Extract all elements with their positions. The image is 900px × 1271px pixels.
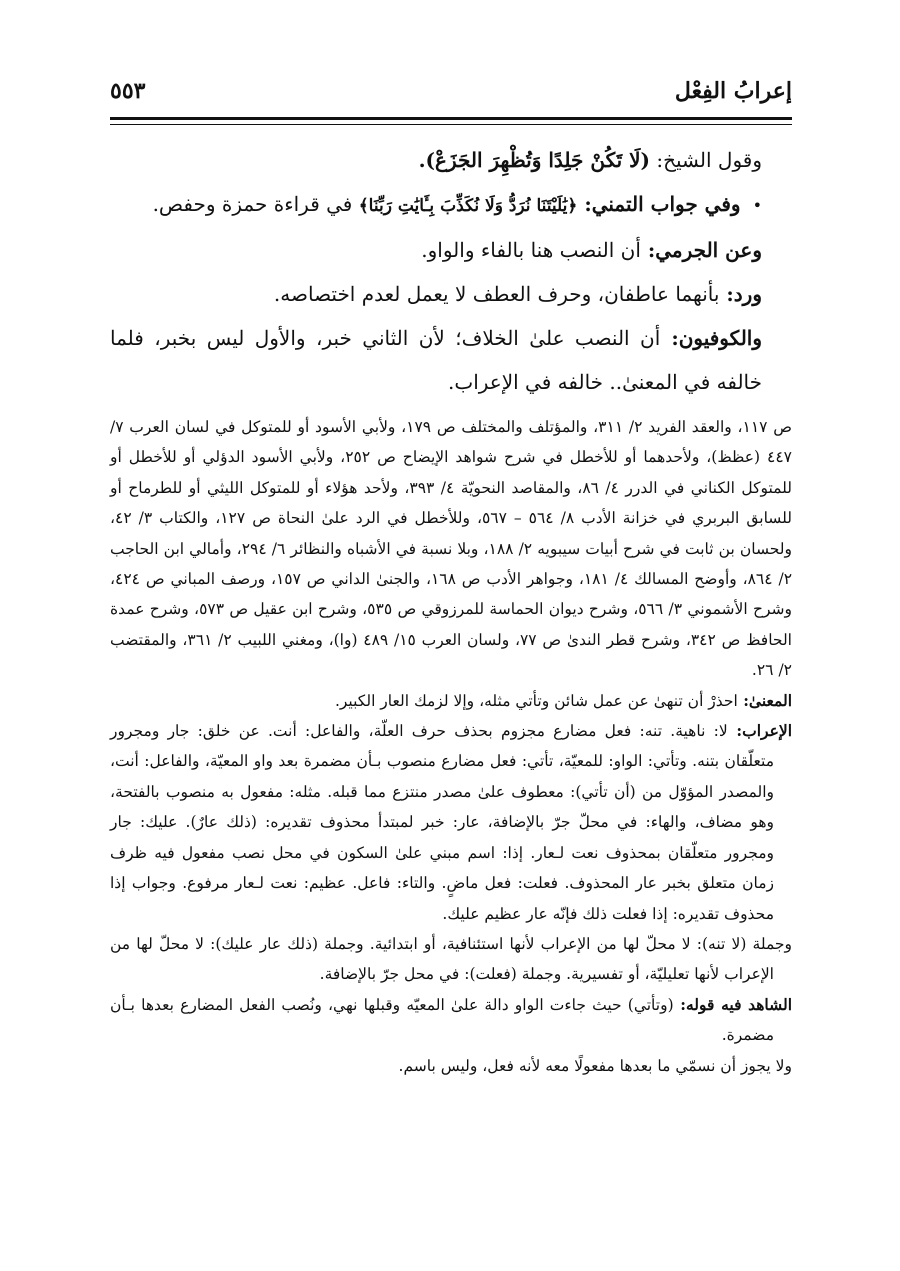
quran-verse: ﴿يَٰلَيْتَنَا نُرَدُّ وَلَا نُكَذِّبَ بِـَٔايَٰتِ رَبِّنَا﴾ — [358, 196, 578, 216]
header-rule-thick — [110, 117, 792, 120]
parsing-label: الإعراب: — [727, 721, 793, 741]
main-line-jarmi — [110, 228, 792, 272]
radd-label: ورد: — [719, 282, 762, 306]
main-line-radd — [110, 272, 792, 316]
header-rule-thin — [110, 124, 792, 125]
meaning-label: المعنىٰ: — [737, 690, 792, 710]
page-number: ٥٥٣ — [110, 78, 146, 104]
radd-text: بأنهما عاطفان، وحرف العطف لا يعمل لعدم اختصاصه. — [273, 282, 720, 306]
footnote-sentences: وجملة (لا تنه): لا محلّ لها من الإعراب لأنها استئنافية، أو ابتدائية. وجملة (ذلك عار عليك): لا محلّ لها من الإعراب لأنها تعليليّة، أو تفسيرية. وجملة (فعلت): في محل جرّ بالإضافة. — [110, 934, 792, 984]
main-line-tamanni — [110, 182, 792, 228]
tamanni-rest: في قراءة حمزة وحفص. — [152, 192, 359, 216]
witness-text: (وتأتي) حيث جاءت الواو دالة علىٰ المعيّه وقبلها نهي، ونُصب الفعل المضارع بعدها بـأن مضمرة. — [110, 995, 774, 1045]
jarmi-label: وعن الجرمي: — [640, 238, 762, 262]
kufiyyun-label: والكوفيون: — [660, 326, 762, 350]
running-title: إعرابُ الفِعْل — [674, 78, 792, 104]
main-line-kufiyyun — [110, 316, 792, 404]
tamanni-label: وفي جواب التمني: — [577, 192, 741, 216]
kufiyyun-text: أن النصب علىٰ الخلاف؛ لأن الثاني خبر، والأول ليس بخبر، فلما خالفه في المعنىٰ.. خالفه في الإعراب. — [110, 326, 762, 394]
sheikh-quote: (لَا تَكُنْ جَلِدًا وَتُظْهِرَ الجَزَعْ). — [418, 148, 651, 172]
footnote-witness — [110, 990, 792, 1051]
footnotes — [110, 412, 792, 1081]
main-text — [110, 138, 792, 404]
book-page — [110, 60, 792, 1220]
footnote-meaning — [110, 686, 792, 716]
footnote-sources: ص ١١٧، والعقد الفريد ٢/ ٣١١، والمؤتلف والمختلف ص ١٧٩، ولأبي الأسود أو للمتوكل في لسان العرب ٧/ ٤٤٧ (عظظ)، ولأحدهما أو للأخطل في شرح شواهد الإيضاح ص ٢٥٢، ولأبي الأسود الدؤلي أو للأخطل أو للمتوكل الكناني في الدرر ٤/ ٨٦، والمقاصد النحويّة ٤/ ٣٩٣، ولأحد هؤلاء أو للمتوكل الليثي أو للطرماح أو للسابق البربري في خزانة الأدب ٨/ ٥٦٤ – ٥٦٧، وللأخطل في الرد علىٰ النحاة ص ١٢٧، والكتاب ٣/ ٤٢، ولحسان بن ثابت في شرح أبيات سيبويه ٢/ ١٨٨، وبلا نسبة في الأشباه والنظائر ٦/ ٢٩٤، وأمالي ابن الحاجب ٢/ ٨٦٤، وأوضح المسالك ٤/ ١٨١، وجواهر الأدب ص ١٦٨، والجنىٰ الداني ص ١٥٧، ورصف المباني ص ٤٢٤، وشرح الأشموني ٣/ ٥٦٦، وشرح ديوان الحماسة للمرزوقي ص ٥٣٥، وشرح ابن عقيل ص ٥٧٣، وشرح عمدة الحافظ ص ٣٤٢، وشرح قطر الندىٰ ص ٧٧، ولسان العرب ١٥/ ٤٨٩ (وا)، ومغني اللبيب ٢/ ٣٦١، والمقتضب ٢/ ٢٦. — [110, 418, 793, 680]
jarmi-text: أن النصب هنا بالفاء والواو. — [421, 238, 641, 262]
bullet-icon: • — [752, 196, 762, 215]
sheikh-prefix: وقول الشيخ: — [650, 148, 762, 172]
footnote-last-line: ولا يجوز أن نسمّي ما بعدها مفعولًا معه لأنه فعل، وليس باسم. — [398, 1056, 792, 1075]
meaning-text: احذرْ أن تنهىٰ عن عمل شائن وتأتي مثله، وإلا لزمك العار الكبير. — [334, 691, 738, 710]
main-line-sheikh-quote — [110, 138, 792, 182]
witness-label: الشاهد فيه قوله: — [673, 994, 792, 1014]
parsing-text: لا: ناهية. تنه: فعل مضارع مجزوم بحذف حرف العلّة، والفاعل: أنت. عن خلق: جار ومجرور متعلّقان بتنه. وتأتي: الواو: للمعيّة، تأتي: فعل مضارع منصوب بـأن مضمرة بعد واو المعيّة، والفاعل: أنت، والمصدر المؤوّل من (أن تأتي): معطوف علىٰ مصدر منتزع مما قبله. مثله: مفعول به منصوب بالفتحة، وهو مضاف، والهاء: في محلّ جرّ بالإضافة، عار: خبر لمبتدأ محذوف تقديره: (ذلك عارٌ). عليك: جار ومجرور متعلّقان بمحذوف نعت لـعار. إذا: اسم مبني علىٰ السكون في محل نصب مفعول فيه ظرف زمان متعلق بخبر عار المحذوف. فعلت: فعل ماضٍ. والتاء: فاعل. عظيم: نعت لـعار مرفوع. وجواب إذا محذوف تقديره: إذا فعلت ذلك فإنّه عار عظيم عليك. — [110, 722, 774, 923]
footnote-parsing — [110, 716, 792, 929]
page-header — [110, 60, 792, 112]
